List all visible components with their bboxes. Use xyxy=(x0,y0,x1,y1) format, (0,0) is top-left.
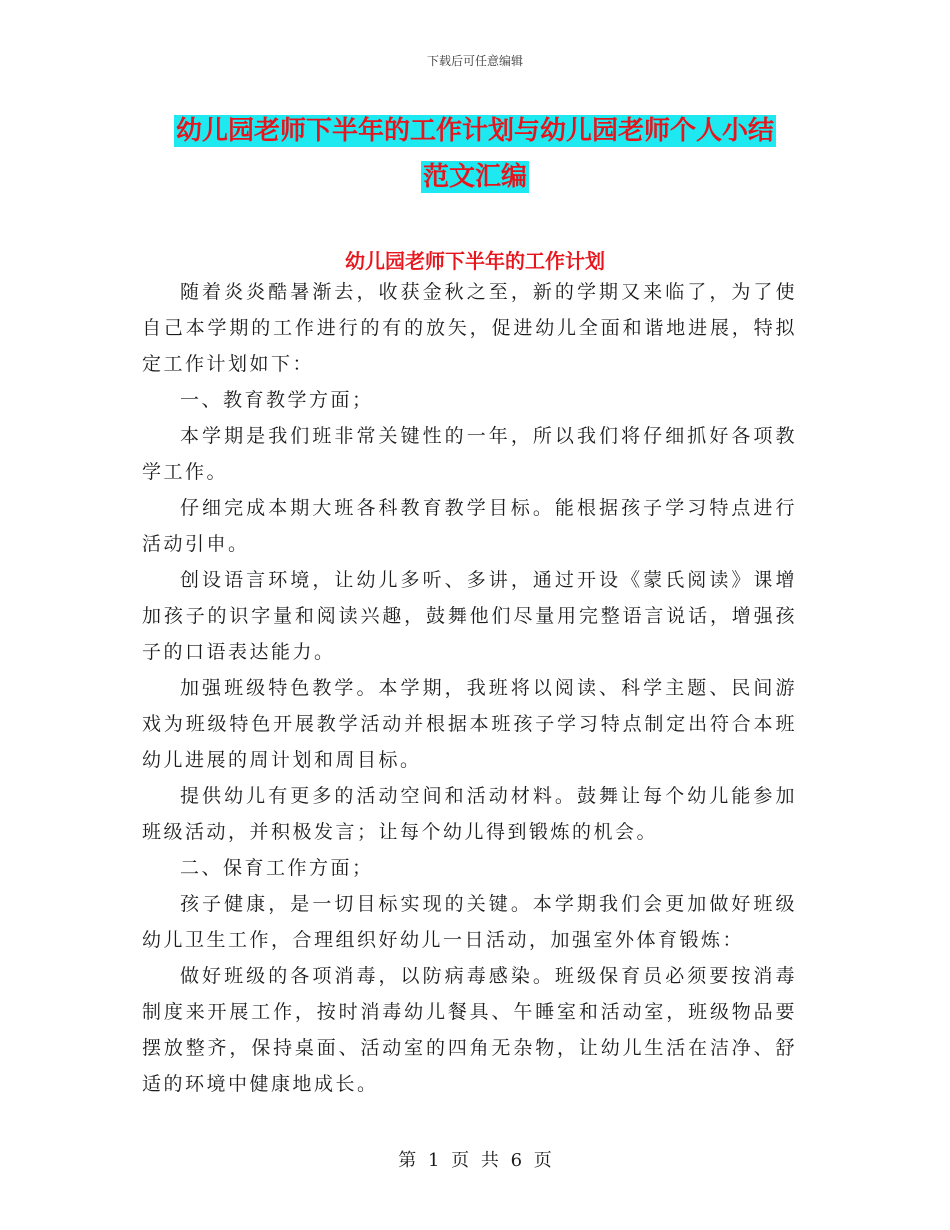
paragraph: 加强班级特色教学。本学期，我班将以阅读、科学主题、民间游戏为班级特色开展教学活动并根据本班孩子学习特点制定出符合本班幼儿进展的周计划和周目标。 xyxy=(142,677,797,771)
section-heading: 幼儿园老师下半年的工作计划 xyxy=(345,249,605,273)
paragraph: 做好班级的各项消毒，以防病毒感染。班级保育员必须要按消毒制度来开展工作，按时消毒幼儿餐具、午睡室和活动室，班级物品要摆放整齐，保持桌面、活动室的四角无杂物，让幼儿生活在洁净、舒适的环境中健康地成长。 xyxy=(142,965,797,1095)
page-number: 第 1 页 共 6 页 xyxy=(398,1150,552,1171)
page-header-note: 下载后可任意编辑 xyxy=(426,54,523,68)
paragraph: 随着炎炎酷暑渐去，收获金秋之至，新的学期又来临了，为了使自己本学期的工作进行的有的放矢，促进幼儿全面和谐地进展，特拟定工作计划如下： xyxy=(142,281,797,375)
paragraph: 一、教育教学方面； xyxy=(180,389,374,411)
paragraph: 二、保育工作方面； xyxy=(180,857,374,879)
document-title-line-1: 幼儿园老师下半年的工作计划与幼儿园老师个人小结 xyxy=(175,116,774,146)
document-title xyxy=(0,108,950,200)
document-body xyxy=(142,274,797,1102)
paragraph: 仔细完成本期大班各科教育教学目标。能根据孩子学习特点进行活动引申。 xyxy=(142,497,797,555)
paragraph: 孩子健康，是一切目标实现的关键。本学期我们会更加做好班级幼儿卫生工作，合理组织好幼儿一日活动，加强室外体育锻炼： xyxy=(142,893,797,951)
document-title-line-2: 范文汇编 xyxy=(422,162,527,192)
paragraph: 本学期是我们班非常关键性的一年，所以我们将仔细抓好各项教学工作。 xyxy=(142,425,797,483)
paragraph: 提供幼儿有更多的活动空间和活动材料。鼓舞让每个幼儿能参加班级活动，并积极发言；让每个幼儿得到锻炼的机会。 xyxy=(142,785,797,843)
paragraph: 创设语言环境，让幼儿多听、多讲，通过开设《蒙氏阅读》课增加孩子的识字量和阅读兴趣，鼓舞他们尽量用完整语言说话，增强孩子的口语表达能力。 xyxy=(142,569,797,663)
